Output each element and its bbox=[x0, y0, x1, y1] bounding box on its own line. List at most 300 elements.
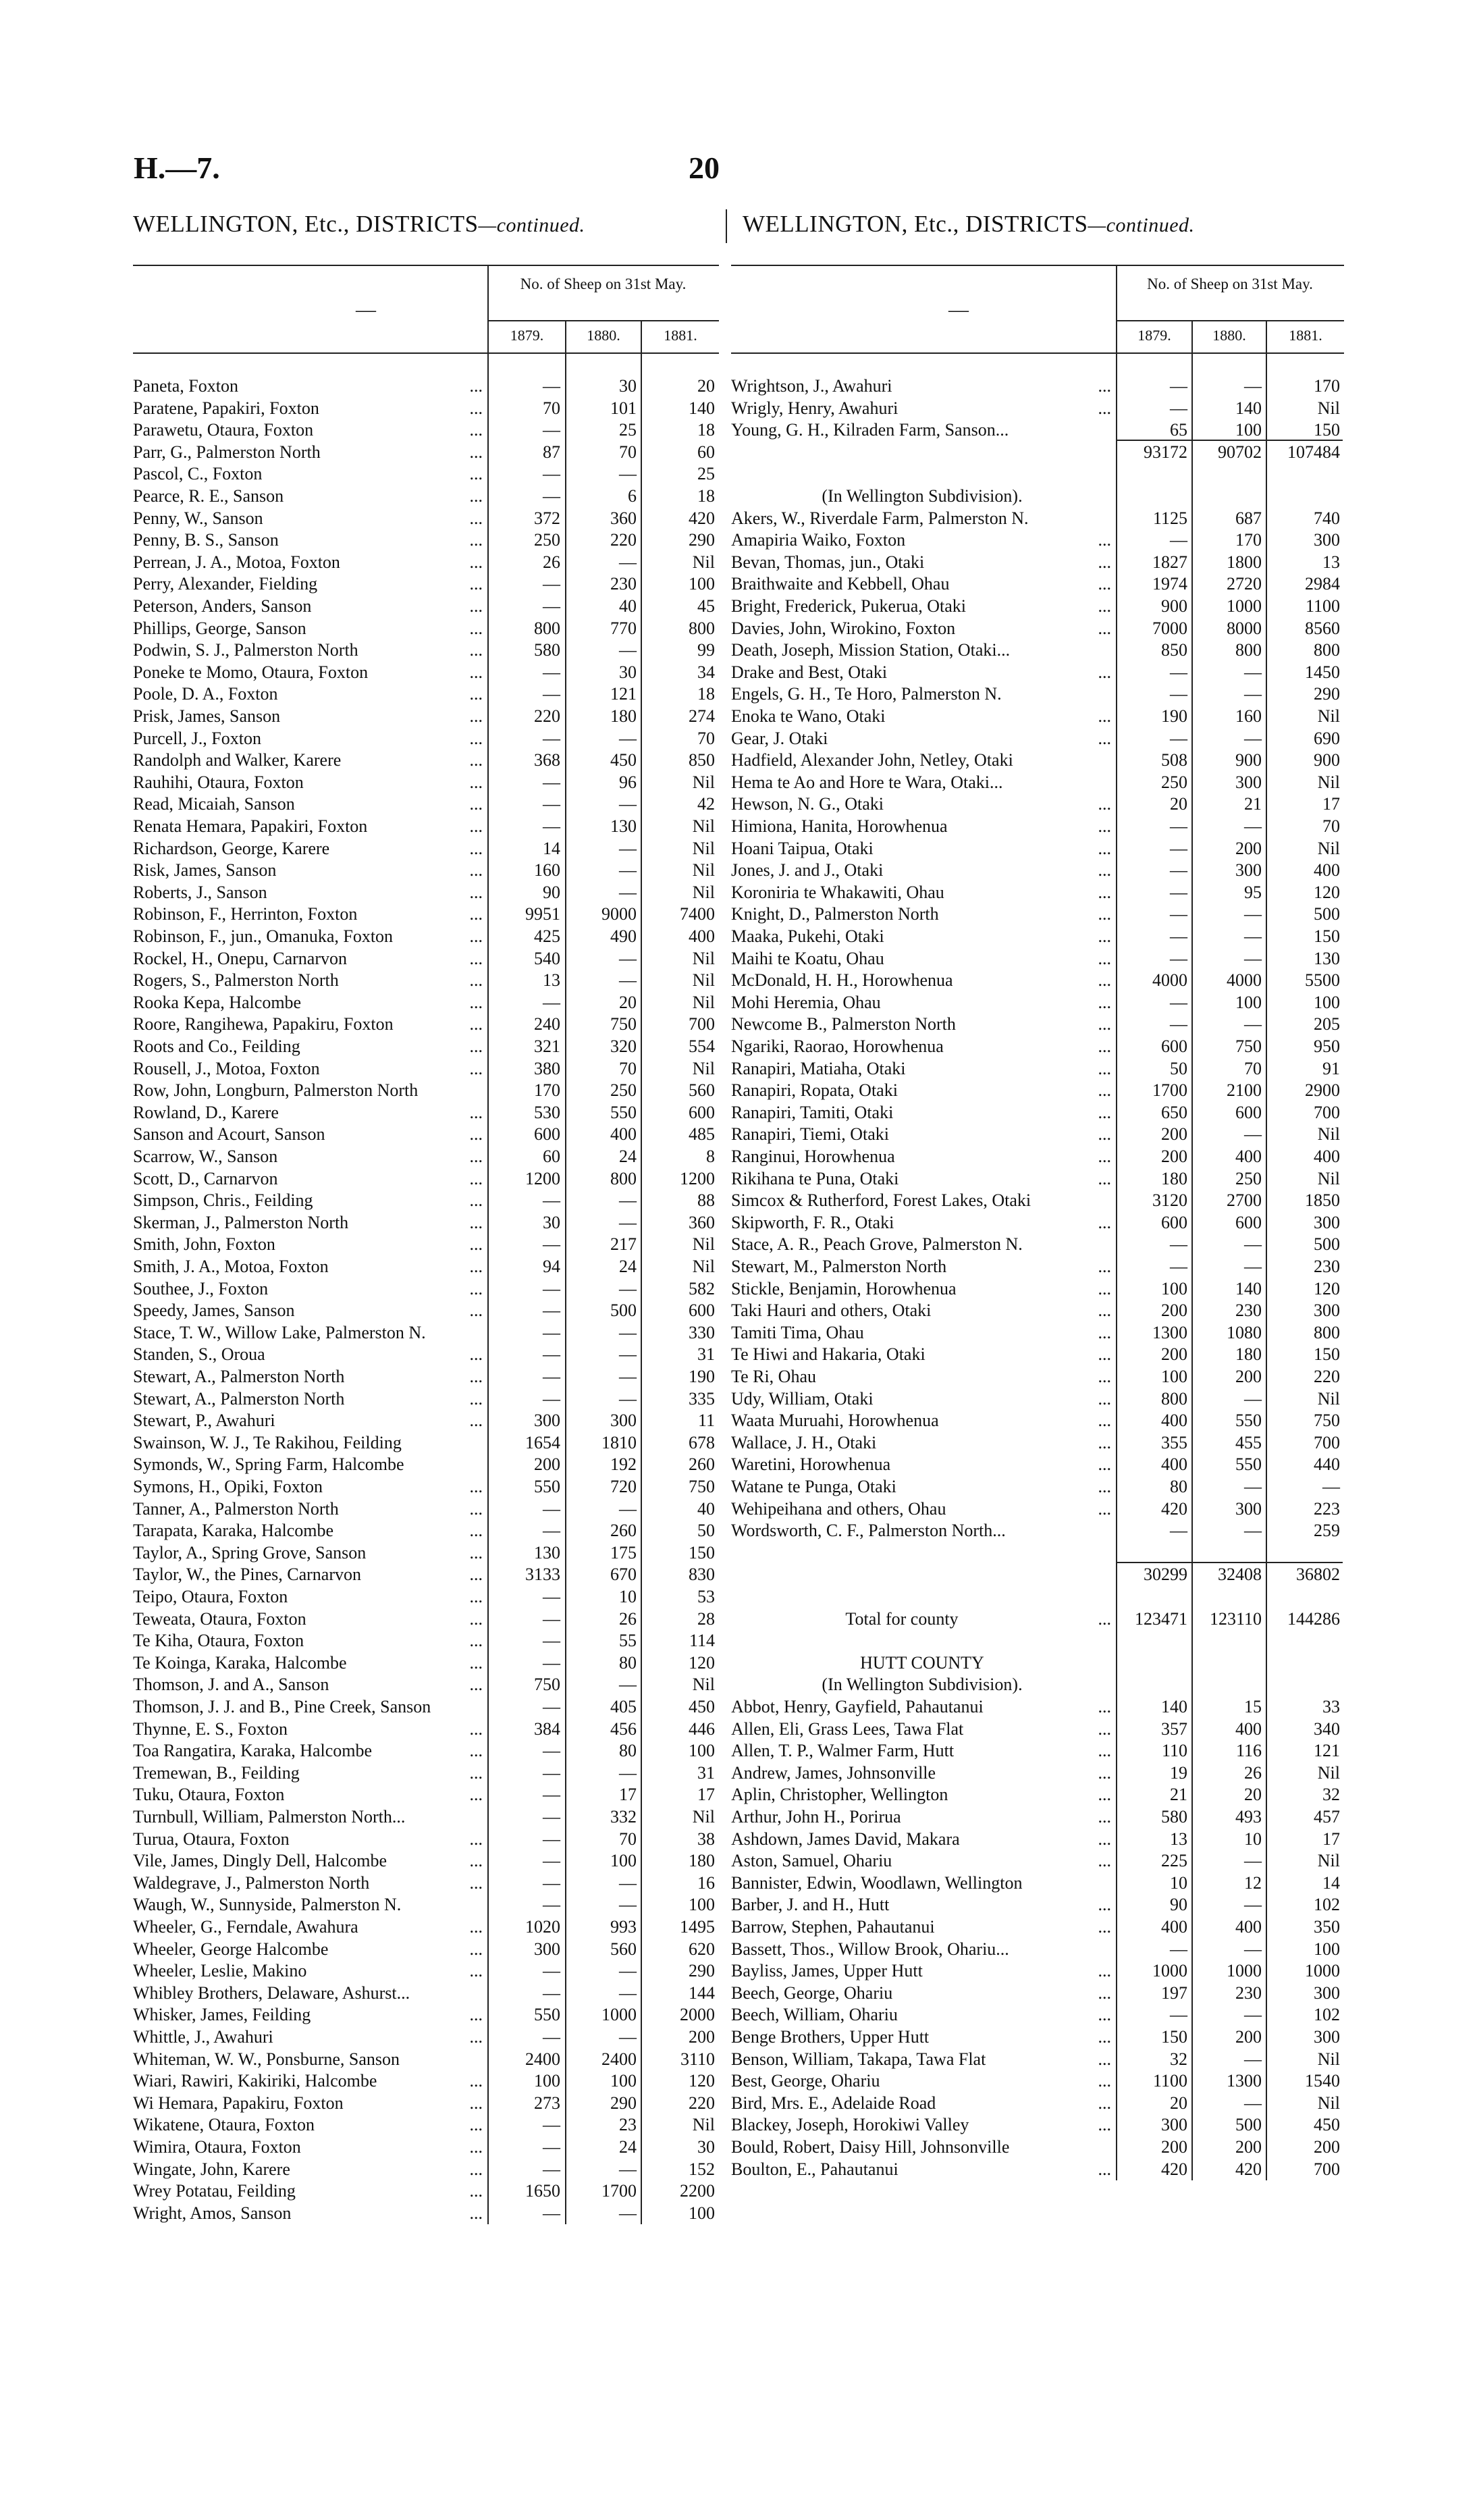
value-1880: — bbox=[1244, 376, 1262, 396]
value-1879: 355 bbox=[1161, 1432, 1187, 1452]
value-1879: — bbox=[1170, 1014, 1187, 1034]
value-1880: 300 bbox=[1235, 860, 1262, 881]
value-1880: 192 bbox=[610, 1454, 637, 1475]
value-1880: 993 bbox=[610, 1917, 637, 1937]
value-1881: Nil bbox=[1317, 1168, 1340, 1188]
owner-name: Stace, A. R., Peach Grove, Palmerston N. bbox=[731, 1234, 1023, 1255]
value-1879: 300 bbox=[534, 1939, 560, 1959]
table-row bbox=[731, 838, 1344, 860]
leader-dots: ... bbox=[1098, 1036, 1111, 1056]
leader-dots: ... bbox=[1098, 1961, 1111, 1981]
value-1881: 560 bbox=[689, 1080, 715, 1101]
owner-name: Smith, John, Foxton bbox=[133, 1234, 275, 1255]
leader-dots: ... bbox=[1098, 1895, 1111, 1915]
owner-name: Whibley Brothers, Delaware, Ashurst... bbox=[133, 1983, 410, 2003]
owner-name: Turnbull, William, Palmerston North... bbox=[133, 1807, 406, 1827]
value-1880: — bbox=[619, 1322, 637, 1342]
owner-name: Enoka te Wano, Otaki bbox=[731, 706, 886, 726]
owner-name: Rikihana te Puna, Otaki bbox=[731, 1168, 899, 1188]
value-1879: — bbox=[543, 1741, 560, 1761]
owner-name: Best, George, Ohariu bbox=[731, 2071, 880, 2091]
owner-name: Waldegrave, J., Palmerston North bbox=[133, 1872, 370, 1893]
leader-dots: ... bbox=[1098, 1257, 1111, 1276]
value-1879: 80 bbox=[1170, 1477, 1187, 1496]
table-row bbox=[133, 683, 719, 705]
table-row bbox=[133, 1916, 719, 1938]
value-1880: 101 bbox=[610, 398, 637, 418]
table-row bbox=[133, 1366, 719, 1388]
value-1880: — bbox=[619, 1961, 637, 1981]
value-1880: 500 bbox=[1235, 2115, 1262, 2135]
value-1879: 1974 bbox=[1152, 574, 1187, 594]
table-row bbox=[731, 926, 1344, 947]
value-1881: 13 bbox=[1322, 552, 1340, 572]
table-row bbox=[731, 1300, 1344, 1321]
table-row bbox=[133, 1960, 719, 1982]
value-1880: 175 bbox=[610, 1542, 637, 1563]
table-row bbox=[731, 419, 1344, 441]
value-1880: 95 bbox=[1244, 882, 1262, 902]
value-1879: 1020 bbox=[525, 1917, 560, 1937]
value-1879: — bbox=[543, 1697, 560, 1716]
left-table-header bbox=[133, 265, 719, 354]
owner-name: Renata Hemara, Papakiri, Foxton bbox=[133, 816, 368, 836]
value-1879: 384 bbox=[534, 1718, 560, 1739]
value-1879: 170 bbox=[534, 1080, 560, 1101]
value-1879: 380 bbox=[534, 1058, 560, 1078]
value-1880: 230 bbox=[1235, 1301, 1262, 1321]
value-1879: 372 bbox=[534, 508, 560, 528]
value-1881: 340 bbox=[1314, 1718, 1340, 1739]
leader-dots: ... bbox=[1098, 1367, 1111, 1386]
owner-name: Wrey Potatau, Feilding bbox=[133, 2181, 296, 2201]
leader-dots: ... bbox=[469, 1367, 483, 1386]
owner-name: Roots and Co., Feilding bbox=[133, 1036, 300, 1056]
value-1879: — bbox=[543, 1608, 560, 1629]
owner-name: Paratene, Papakiri, Foxton bbox=[133, 398, 319, 418]
leader-dots: ... bbox=[1098, 1014, 1111, 1034]
leader-dots: ... bbox=[469, 618, 483, 638]
value-1881: 99 bbox=[697, 640, 715, 660]
table-row bbox=[133, 573, 719, 595]
leader-dots: ... bbox=[469, 1565, 483, 1585]
owner-name: Stewart, P., Awahuri bbox=[133, 1411, 275, 1431]
table-row bbox=[133, 992, 719, 1014]
value-1880: 750 bbox=[1235, 1036, 1262, 1056]
table-row bbox=[731, 1872, 1344, 1894]
leader-dots: ... bbox=[1098, 838, 1111, 858]
table-row bbox=[731, 2114, 1344, 2136]
owner-name: Swainson, W. J., Te Rakihou, Feilding bbox=[133, 1432, 402, 1452]
left-year-1879: 1879. bbox=[510, 327, 544, 344]
owner-name: Robinson, F., jun., Omanuka, Foxton bbox=[133, 926, 394, 946]
left-column-title bbox=[133, 211, 585, 238]
value-1880: 720 bbox=[610, 1477, 637, 1496]
owner-name: Ngariki, Raorao, Horowhenua bbox=[731, 1036, 944, 1056]
table-row bbox=[133, 1520, 719, 1542]
value-1880: 320 bbox=[610, 1036, 637, 1056]
value-1880: — bbox=[619, 860, 637, 881]
owner-name: Risk, James, Sanson bbox=[133, 860, 277, 881]
value-1880: 1080 bbox=[1227, 1322, 1262, 1342]
owner-name: Te Koinga, Karaka, Halcombe bbox=[133, 1652, 347, 1673]
owner-name: Pearce, R. E., Sanson bbox=[133, 486, 284, 506]
table-row bbox=[133, 398, 719, 419]
table-row bbox=[133, 1586, 719, 1608]
value-1879: 90 bbox=[543, 882, 560, 902]
value-1881: 91 bbox=[1322, 1058, 1340, 1078]
value-1879: 368 bbox=[534, 750, 560, 770]
leader-dots: ... bbox=[469, 1631, 483, 1651]
value-1881: 620 bbox=[689, 1939, 715, 1959]
owner-name: Watane te Punga, Otaki bbox=[731, 1477, 896, 1496]
leader-dots: ... bbox=[1098, 882, 1111, 902]
value-1879: 150 bbox=[1161, 2027, 1187, 2047]
owner-name: Perry, Alexander, Fielding bbox=[133, 574, 318, 594]
table-row bbox=[731, 970, 1344, 991]
owner-name: Toa Rangatira, Karaka, Halcombe bbox=[133, 1741, 373, 1761]
value-1879: 1125 bbox=[1152, 508, 1187, 528]
owner-name: Tamiti Tima, Ohau bbox=[731, 1322, 864, 1342]
value-1880: 230 bbox=[610, 574, 637, 594]
table-row bbox=[133, 1454, 719, 1475]
value-1880: 200 bbox=[1235, 838, 1262, 858]
owner-name: Wi Hemara, Papakiru, Foxton bbox=[133, 2093, 344, 2113]
table-row bbox=[731, 2049, 1344, 2070]
table-row bbox=[731, 903, 1344, 925]
value-1880: 560 bbox=[610, 1939, 637, 1959]
table-row bbox=[133, 1036, 719, 1057]
table-row bbox=[133, 1190, 719, 1211]
table-row bbox=[731, 1168, 1344, 1190]
value-1881: 36802 bbox=[1296, 1565, 1340, 1585]
table-row bbox=[731, 882, 1344, 903]
value-1879: — bbox=[1170, 2005, 1187, 2025]
value-1880: 24 bbox=[619, 1257, 637, 1276]
leader-dots: ... bbox=[469, 1234, 483, 1255]
table-row bbox=[731, 793, 1344, 815]
value-1879: — bbox=[543, 684, 560, 704]
leader-dots: ... bbox=[469, 2115, 483, 2135]
value-1881: 144 bbox=[689, 1983, 715, 2003]
value-1879: 30 bbox=[543, 1212, 560, 1232]
value-1879: 240 bbox=[534, 1014, 560, 1034]
value-1879: — bbox=[1170, 838, 1187, 858]
leader-dots: ... bbox=[1098, 376, 1111, 396]
value-1881: Nil bbox=[692, 1058, 715, 1078]
value-1879: 1654 bbox=[525, 1432, 560, 1452]
value-1880: — bbox=[619, 1367, 637, 1386]
table-row bbox=[133, 1850, 719, 1872]
owner-name: Braithwaite and Kebbell, Ohau bbox=[731, 574, 950, 594]
value-1881: 2000 bbox=[680, 2005, 715, 2025]
value-1881: 20 bbox=[697, 376, 715, 396]
table-row bbox=[731, 1850, 1344, 1872]
owner-name: Standen, S., Oroua bbox=[133, 1344, 265, 1365]
leader-dots: ... bbox=[1098, 1058, 1111, 1078]
owner-name: Amapiria Waiko, Foxton bbox=[731, 530, 906, 550]
owner-name: Te Kiha, Otaura, Foxton bbox=[133, 1631, 304, 1651]
value-1880: 2700 bbox=[1227, 1190, 1262, 1211]
value-1879: — bbox=[543, 772, 560, 792]
value-1880: 24 bbox=[619, 2137, 637, 2157]
value-1879: 273 bbox=[534, 2093, 560, 2113]
value-1879: — bbox=[543, 1829, 560, 1849]
owner-name: Paneta, Foxton bbox=[133, 376, 238, 396]
value-1880: — bbox=[1244, 1014, 1262, 1034]
value-1880: 750 bbox=[610, 1014, 637, 1034]
table-row bbox=[133, 860, 719, 881]
owner-name: Vile, James, Dingly Dell, Halcombe bbox=[133, 1851, 387, 1871]
table-row bbox=[731, 2026, 1344, 2048]
table-row bbox=[731, 1278, 1344, 1300]
subtotal-row bbox=[731, 442, 1344, 463]
value-1880: — bbox=[619, 2203, 637, 2223]
owner-name: Whittle, J., Awahuri bbox=[133, 2027, 273, 2047]
leader-dots: ... bbox=[469, 574, 483, 594]
owner-name: Arthur, John H., Porirua bbox=[731, 1807, 901, 1827]
owner-name: Benson, William, Takapa, Tawa Flat bbox=[731, 2049, 986, 2069]
owner-name: Abbot, Henry, Gayfield, Pahautanui bbox=[731, 1697, 984, 1716]
table-row bbox=[731, 1388, 1344, 1410]
value-1881: 120 bbox=[689, 2071, 715, 2091]
value-1879: — bbox=[1170, 684, 1187, 704]
value-1879: — bbox=[543, 1807, 560, 1827]
table-row bbox=[133, 1983, 719, 2004]
leader-dots: ... bbox=[1098, 1718, 1111, 1739]
table-row bbox=[133, 750, 719, 771]
value-1879: 197 bbox=[1161, 1983, 1187, 2003]
owner-name: Penny, B. S., Sanson bbox=[133, 530, 279, 550]
value-1880: 1810 bbox=[601, 1432, 637, 1452]
leader-dots: ... bbox=[469, 1917, 483, 1937]
value-1880: — bbox=[619, 464, 637, 484]
leader-dots: ... bbox=[469, 882, 483, 902]
owner-name: Thynne, E. S., Foxton bbox=[133, 1718, 288, 1739]
right-year-1880: 1880. bbox=[1212, 327, 1246, 344]
leader-dots: ... bbox=[469, 1542, 483, 1563]
value-1880: 1300 bbox=[1227, 2071, 1262, 2091]
leader-dots: ... bbox=[1098, 1983, 1111, 2003]
value-1879: 425 bbox=[534, 926, 560, 946]
value-1880: 493 bbox=[1235, 1807, 1262, 1827]
value-1879: 600 bbox=[1161, 1212, 1187, 1232]
leader-dots: ... bbox=[469, 750, 483, 770]
table-row bbox=[133, 2004, 719, 2026]
table-row bbox=[731, 1124, 1344, 1145]
leader-dots: ... bbox=[1098, 1168, 1111, 1188]
owner-name: Stace, T. W., Willow Lake, Palmerston N. bbox=[133, 1322, 426, 1342]
value-1881: 582 bbox=[689, 1278, 715, 1298]
table-row bbox=[731, 1344, 1344, 1365]
value-1879: — bbox=[543, 464, 560, 484]
value-1881: 330 bbox=[689, 1322, 715, 1342]
value-1879: 3133 bbox=[525, 1565, 560, 1585]
value-1881: 150 bbox=[1314, 420, 1340, 440]
owner-name: Wrigly, Henry, Awahuri bbox=[731, 398, 899, 418]
table-row bbox=[133, 903, 719, 925]
owner-name: Young, G. H., Kilraden Farm, Sanson... bbox=[731, 420, 1009, 440]
value-1880: 123110 bbox=[1209, 1608, 1262, 1629]
owner-name: Bould, Robert, Daisy Hill, Johnsonville bbox=[731, 2137, 1010, 2157]
owner-name: Maihi te Koatu, Ohau bbox=[731, 948, 884, 968]
value-1880: — bbox=[619, 2159, 637, 2179]
table-row bbox=[731, 1960, 1344, 1982]
table-row bbox=[731, 1939, 1344, 1960]
value-1879: 100 bbox=[1161, 1278, 1187, 1298]
table-row bbox=[731, 1894, 1344, 1916]
table-row bbox=[133, 948, 719, 970]
table-row bbox=[731, 529, 1344, 551]
value-1881: 88 bbox=[697, 1190, 715, 1211]
leader-dots: ... bbox=[469, 684, 483, 704]
value-1879: — bbox=[543, 1762, 560, 1783]
value-1881: 114 bbox=[689, 1631, 715, 1651]
value-1881: 300 bbox=[1314, 2027, 1340, 2047]
value-1879: — bbox=[543, 1652, 560, 1673]
owner-name: Southee, J., Foxton bbox=[133, 1278, 269, 1298]
value-1879: 850 bbox=[1161, 640, 1187, 660]
table-row bbox=[731, 398, 1344, 419]
leader-dots: ... bbox=[1098, 530, 1111, 550]
value-1879: — bbox=[543, 816, 560, 836]
value-1880: 400 bbox=[610, 1124, 637, 1145]
value-1880: 260 bbox=[610, 1521, 637, 1541]
value-1879: 200 bbox=[1161, 1344, 1187, 1365]
leader-dots: ... bbox=[1098, 662, 1111, 682]
value-1880: 2100 bbox=[1227, 1080, 1262, 1101]
leader-dots: ... bbox=[469, 508, 483, 528]
value-1879: — bbox=[1170, 1521, 1187, 1541]
leader-dots: ... bbox=[469, 1939, 483, 1959]
value-1880: — bbox=[1244, 926, 1262, 946]
owner-name: Taylor, A., Spring Grove, Sanson bbox=[133, 1542, 367, 1563]
owner-name: Hema te Ao and Hore te Wara, Otaki... bbox=[731, 772, 1003, 792]
value-1879: — bbox=[543, 1388, 560, 1409]
value-1879: 200 bbox=[534, 1454, 560, 1475]
right-column-rule-1 bbox=[1116, 351, 1117, 2180]
value-1880: — bbox=[1244, 1895, 1262, 1915]
value-1880: 1700 bbox=[601, 2181, 637, 2201]
table-row bbox=[133, 2049, 719, 2070]
owner-name: Wimira, Otaura, Foxton bbox=[133, 2137, 301, 2157]
county-total-label: Total for county bbox=[845, 1608, 959, 1629]
table-row bbox=[731, 992, 1344, 1014]
value-1881: 11 bbox=[697, 1411, 715, 1431]
right-table bbox=[731, 265, 1344, 2179]
owner-name: Blackey, Joseph, Horokiwi Valley bbox=[731, 2115, 969, 2135]
value-1881: 290 bbox=[1314, 684, 1340, 704]
leader-dots: ... bbox=[469, 1477, 483, 1496]
owner-name: Koroniria te Whakawiti, Ohau bbox=[731, 882, 944, 902]
table-row bbox=[731, 1432, 1344, 1454]
leader-dots: ... bbox=[1098, 992, 1111, 1012]
value-1879: — bbox=[1170, 948, 1187, 968]
owner-name: Ranapiri, Ropata, Otaki bbox=[731, 1080, 898, 1101]
leader-dots: ... bbox=[1098, 1212, 1111, 1232]
table-row bbox=[133, 2159, 719, 2180]
owner-name: Poneke te Momo, Otaura, Foxton bbox=[133, 662, 369, 682]
value-1881: Nil bbox=[692, 1807, 715, 1827]
value-1879: — bbox=[543, 2203, 560, 2223]
value-1880: 12 bbox=[1244, 1872, 1262, 1893]
page-header-code: H.—7. bbox=[134, 151, 220, 185]
value-1881: 170 bbox=[1314, 376, 1340, 396]
value-1880: 230 bbox=[1235, 1983, 1262, 2003]
value-1881: 700 bbox=[1314, 1102, 1340, 1122]
owner-name: Wingate, John, Karere bbox=[133, 2159, 290, 2179]
right-year-1881: 1881. bbox=[1289, 327, 1322, 344]
leader-dots: ... bbox=[1098, 926, 1111, 946]
value-1881: 120 bbox=[1314, 882, 1340, 902]
owner-name: Wheeler, G., Ferndale, Awahura bbox=[133, 1917, 358, 1937]
leader-dots: ... bbox=[469, 2071, 483, 2091]
value-1881: 121 bbox=[1314, 1741, 1340, 1761]
value-1880: 32408 bbox=[1218, 1565, 1262, 1585]
value-1881: 30 bbox=[697, 2137, 715, 2157]
value-1880: 420 bbox=[1235, 2159, 1262, 2179]
value-1879: 600 bbox=[534, 1124, 560, 1145]
value-1879: — bbox=[1170, 376, 1187, 396]
value-1880: 550 bbox=[1235, 1454, 1262, 1475]
table-row bbox=[133, 1894, 719, 1916]
value-1881: Nil bbox=[1317, 772, 1340, 792]
value-1881: Nil bbox=[692, 992, 715, 1012]
owner-name: Wrightson, J., Awahuri bbox=[731, 376, 892, 396]
owner-name: Te Ri, Ohau bbox=[731, 1367, 816, 1386]
table-row bbox=[731, 1080, 1344, 1101]
leader-dots: ... bbox=[469, 926, 483, 946]
leader-dots: ... bbox=[1098, 2093, 1111, 2113]
table-row bbox=[133, 1696, 719, 1718]
value-1881: 17 bbox=[1322, 794, 1340, 814]
value-1879: — bbox=[543, 596, 560, 616]
value-1881: 700 bbox=[689, 1014, 715, 1034]
value-1881: 5500 bbox=[1305, 970, 1340, 991]
owner-name: Penny, W., Sanson bbox=[133, 508, 263, 528]
leader-dots: ... bbox=[469, 486, 483, 506]
value-1879: 650 bbox=[1161, 1102, 1187, 1122]
table-row bbox=[731, 1212, 1344, 1234]
value-1880: 250 bbox=[610, 1080, 637, 1101]
value-1881: 259 bbox=[1314, 1521, 1340, 1541]
owner-name: Barrow, Stephen, Pahautanui bbox=[731, 1917, 935, 1937]
right-group-header: No. of Sheep on 31st May. bbox=[1147, 275, 1313, 292]
table-row bbox=[133, 1564, 719, 1585]
owner-name: Roberts, J., Sanson bbox=[133, 882, 267, 902]
value-1881: 690 bbox=[1314, 728, 1340, 748]
value-1879: — bbox=[543, 1631, 560, 1651]
owner-name: Allen, T. P., Walmer Farm, Hutt bbox=[731, 1741, 955, 1761]
value-1879: 93172 bbox=[1144, 442, 1187, 462]
value-1881: Nil bbox=[1317, 1851, 1340, 1871]
owner-name: Jones, J. and J., Otaki bbox=[731, 860, 884, 881]
leader-dots: ... bbox=[1098, 1344, 1111, 1365]
value-1881: 144286 bbox=[1287, 1608, 1340, 1629]
value-1881: 1540 bbox=[1305, 2071, 1340, 2091]
county-total-row bbox=[731, 1608, 1344, 1630]
value-1881: 100 bbox=[1314, 1939, 1340, 1959]
value-1880: — bbox=[1244, 1234, 1262, 1255]
table-row bbox=[731, 860, 1344, 881]
value-1880: 25 bbox=[619, 420, 637, 440]
value-1879: 21 bbox=[1170, 1785, 1187, 1805]
leader-dots: ... bbox=[1098, 618, 1111, 638]
value-1880: 80 bbox=[619, 1741, 637, 1761]
owner-name: Poole, D. A., Foxton bbox=[133, 684, 278, 704]
table-row bbox=[133, 2136, 719, 2158]
table-row bbox=[133, 2070, 719, 2092]
